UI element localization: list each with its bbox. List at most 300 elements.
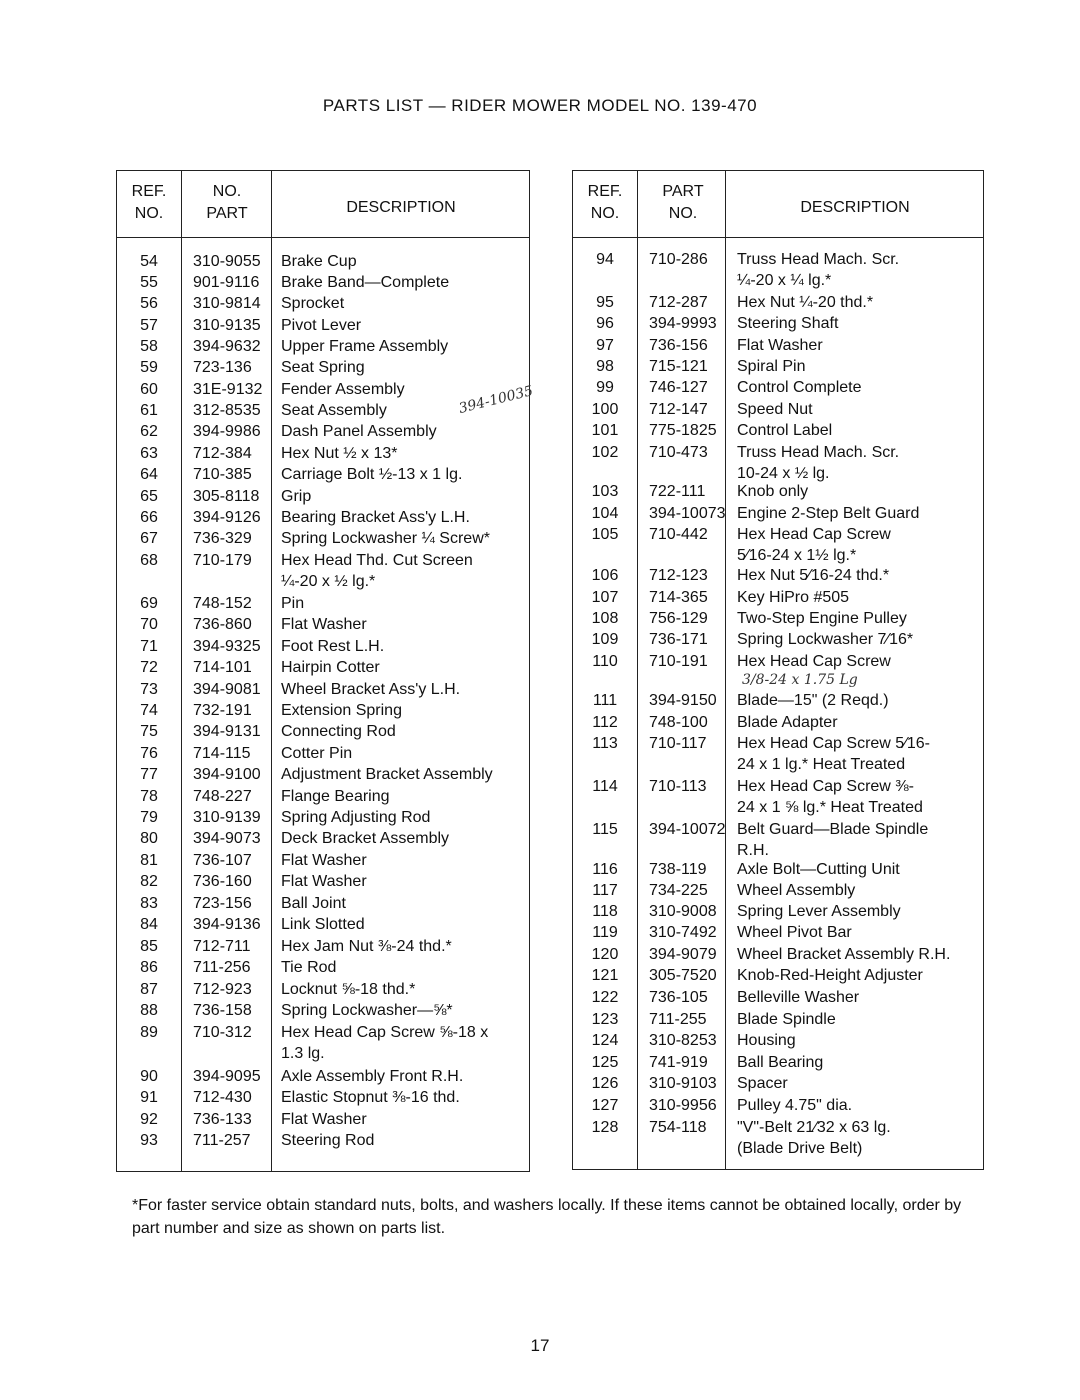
description-line: Seat Assembly — [281, 402, 387, 419]
part-number: 712-711 — [193, 938, 251, 955]
description-line: (Blade Drive Belt) — [737, 1140, 863, 1157]
part-number: 775-1825 — [649, 422, 717, 439]
description — [281, 336, 448, 357]
description-line: Blade Adapter — [737, 714, 838, 731]
description-line: Brake Band—Complete — [281, 274, 450, 291]
description — [281, 507, 470, 528]
description-line: "V"-Belt 21⁄32 x 63 lg. — [737, 1119, 891, 1136]
ref-number: 128 — [591, 1119, 619, 1136]
ref-number: 102 — [591, 444, 619, 461]
description — [281, 786, 390, 807]
description-line: Brake Cup — [281, 253, 357, 270]
ref-number: 88 — [140, 1002, 158, 1019]
header-part — [639, 181, 727, 225]
ref-number: 101 — [591, 422, 619, 439]
description — [281, 550, 473, 592]
ref-number: 100 — [591, 401, 619, 418]
description-line: Hex Head Cap Screw — [737, 526, 891, 543]
ref-number: 115 — [592, 821, 618, 838]
description-line: Elastic Stopnut ⅜-16 thd. — [281, 1089, 460, 1106]
ref-number: 107 — [591, 589, 619, 606]
description — [737, 1030, 796, 1051]
part-number: 714-365 — [649, 589, 708, 606]
description-line: 5⁄16-24 x 1½ lg.* — [737, 547, 857, 564]
description — [281, 657, 380, 678]
ref-number: 93 — [140, 1132, 158, 1149]
description-line: Knob only — [737, 483, 809, 500]
description — [737, 587, 849, 608]
description-line: Spacer — [737, 1075, 788, 1092]
description-line: Spring Lever Assembly — [737, 903, 901, 920]
description — [737, 880, 855, 901]
part-number: 394-9081 — [193, 681, 261, 698]
part-number: 715-121 — [649, 358, 708, 375]
part-number: 310-9008 — [649, 903, 717, 920]
description — [281, 893, 346, 914]
ref-number: 73 — [140, 681, 158, 698]
description-line: Hex Nut ¼-20 thd.* — [737, 294, 874, 311]
part-number: 310-9139 — [193, 809, 261, 826]
description — [281, 914, 365, 935]
page-title: PARTS LIST — RIDER MOWER MODEL NO. 139-470 — [322, 96, 758, 115]
description-line: Two-Step Engine Pulley — [737, 610, 907, 627]
description — [281, 807, 430, 828]
description — [737, 481, 808, 502]
header-ref-line1: REF. — [587, 183, 623, 200]
description — [737, 1095, 852, 1116]
ref-number: 67 — [140, 530, 158, 547]
ref-number: 89 — [140, 1024, 158, 1041]
description-line: Link Slotted — [281, 916, 365, 933]
ref-number: 60 — [140, 381, 158, 398]
part-number: 712-287 — [649, 294, 708, 311]
description-line: Fender Assembly — [281, 381, 405, 398]
description-line: Knob-Red-Height Adjuster — [737, 967, 923, 984]
ref-number: 86 — [140, 959, 158, 976]
description — [737, 922, 852, 943]
description — [281, 1130, 374, 1151]
ref-number: 75 — [140, 723, 158, 740]
part-number: 736-158 — [193, 1002, 252, 1019]
part-number: 710-312 — [193, 1024, 252, 1041]
part-number: 748-152 — [193, 595, 252, 612]
ref-number: 91 — [140, 1089, 158, 1106]
description-line: Flange Bearing — [281, 788, 390, 805]
description-line: Dash Panel Assembly — [281, 423, 437, 440]
ref-number: 113 — [592, 735, 618, 752]
header-ref — [573, 181, 637, 225]
description — [737, 608, 907, 629]
part-number: 394-9100 — [193, 766, 261, 783]
part-number: 736-171 — [649, 631, 708, 648]
description-line: Truss Head Mach. Scr. — [737, 444, 900, 461]
description-line: Axle Assembly Front R.H. — [281, 1068, 464, 1085]
part-number: 732-191 — [193, 702, 252, 719]
ref-number: 104 — [591, 505, 619, 522]
part-number: 710-473 — [649, 444, 708, 461]
description — [737, 442, 899, 484]
description-line: Flat Washer — [281, 852, 367, 869]
part-number: 394-9325 — [193, 638, 261, 655]
header-part-line2: PART — [206, 205, 248, 222]
ref-number: 124 — [591, 1032, 619, 1049]
part-number: 394-10072 — [649, 821, 726, 838]
ref-number: 90 — [140, 1068, 158, 1085]
ref-number: 119 — [592, 924, 618, 941]
header-part — [183, 181, 271, 225]
description-line: Axle Bolt—Cutting Unit — [737, 861, 900, 878]
description-line: 24 x 1 ⅝ lg.* Heat Treated — [737, 799, 923, 816]
description — [737, 420, 832, 441]
description-line: Belleville Washer — [737, 989, 860, 1006]
ref-number: 108 — [591, 610, 619, 627]
description — [281, 593, 304, 614]
ref-number: 126 — [591, 1075, 619, 1092]
part-number: 712-147 — [649, 401, 708, 418]
description-line: 10-24 x ½ lg. — [737, 465, 830, 482]
description — [281, 486, 311, 507]
description-line: Cotter Pin — [281, 745, 353, 762]
description — [281, 357, 365, 378]
ref-number: 82 — [140, 873, 158, 890]
part-number: 738-119 — [649, 861, 707, 878]
description-line: Hex Nut ½ x 13* — [281, 445, 398, 462]
header-part-line2: NO. — [668, 205, 698, 222]
ref-number: 62 — [140, 423, 158, 440]
description-line: Seat Spring — [281, 359, 365, 376]
description — [281, 272, 449, 293]
handwritten-note: 3/8-24 x 1.75 Lg — [742, 672, 858, 688]
ref-number: 94 — [596, 251, 614, 268]
description — [281, 315, 361, 336]
ref-number: 123 — [591, 1011, 619, 1028]
ref-number: 121 — [591, 967, 619, 984]
ref-number: 79 — [140, 809, 158, 826]
ref-number: 71 — [140, 638, 158, 655]
part-number: 736-160 — [193, 873, 252, 890]
description — [281, 1066, 463, 1087]
part-number: 394-9095 — [193, 1068, 261, 1085]
part-number: 394-9079 — [649, 946, 717, 963]
description — [737, 733, 930, 775]
description — [281, 1109, 367, 1130]
ref-number: 112 — [592, 714, 618, 731]
ref-number: 68 — [140, 552, 158, 569]
description-line: Steering Shaft — [737, 315, 839, 332]
part-number: 714-115 — [193, 745, 251, 762]
ref-number: 55 — [140, 274, 158, 291]
ref-number: 83 — [140, 895, 158, 912]
page-number: 17 — [530, 1336, 550, 1355]
ref-number: 111 — [592, 692, 618, 709]
table-header — [573, 171, 983, 238]
part-number: 754-118 — [649, 1119, 707, 1136]
ref-number: 63 — [140, 445, 158, 462]
part-number: 734-225 — [649, 882, 708, 899]
ref-number: 72 — [140, 659, 158, 676]
part-number: 394-10073 — [649, 505, 726, 522]
description — [281, 979, 415, 1000]
description — [281, 1000, 453, 1021]
description-line: Spring Lockwasher 7⁄16* — [737, 631, 914, 648]
description-line: Pivot Lever — [281, 317, 362, 334]
part-number: 710-191 — [649, 653, 708, 670]
ref-number: 92 — [140, 1111, 158, 1128]
description-line: ¼-20 x ½ lg.* — [281, 573, 376, 590]
description — [281, 614, 367, 635]
description-line: Hex Head Cap Screw ⅜- — [737, 778, 914, 795]
ref-number: 114 — [592, 778, 618, 795]
part-number: 723-156 — [193, 895, 252, 912]
description-line: Control Complete — [737, 379, 862, 396]
description — [737, 1117, 891, 1159]
ref-number: 84 — [140, 916, 158, 933]
handwritten-note: 394-10035 — [457, 383, 535, 417]
part-number: 710-385 — [193, 466, 252, 483]
part-number: 711-256 — [193, 959, 251, 976]
description — [737, 313, 838, 334]
description-line: Flat Washer — [281, 873, 367, 890]
ref-number: 87 — [140, 981, 158, 998]
ref-number: 96 — [596, 315, 614, 332]
description — [281, 379, 405, 400]
ref-number: 103 — [591, 483, 619, 500]
description — [281, 850, 367, 871]
description — [281, 528, 490, 549]
description — [737, 776, 923, 818]
description-line: Bearing Bracket Ass'y L.H. — [281, 509, 470, 526]
header-ref-line2: NO. — [134, 205, 164, 222]
description-line: Pulley 4.75" dia. — [737, 1097, 853, 1114]
description-line: Hex Nut 5⁄16-24 thd.* — [737, 567, 890, 584]
part-number: 394-9131 — [193, 723, 261, 740]
ref-number: 85 — [140, 938, 158, 955]
ref-number: 74 — [140, 702, 158, 719]
description-line: Locknut ⅝-18 thd.* — [281, 981, 416, 998]
description — [737, 1009, 836, 1030]
description-line: Hex Jam Nut ⅜-24 thd.* — [281, 938, 452, 955]
part-number: 736-133 — [193, 1111, 252, 1128]
part-number: 305-8118 — [193, 488, 260, 505]
description — [281, 1022, 488, 1064]
description — [737, 249, 899, 291]
ref-number: 66 — [140, 509, 158, 526]
description-line: Wheel Pivot Bar — [737, 924, 852, 941]
part-number: 394-9073 — [193, 830, 261, 847]
part-number: 305-7520 — [649, 967, 717, 984]
part-number: 310-9135 — [193, 317, 261, 334]
description — [281, 743, 352, 764]
part-number: 736-156 — [649, 337, 708, 354]
description-line: Control Label — [737, 422, 833, 439]
description-line: Truss Head Mach. Scr. — [737, 251, 900, 268]
description-line: Carriage Bolt ½-13 x 1 lg. — [281, 466, 463, 483]
part-number: 736-107 — [193, 852, 252, 869]
ref-number: 110 — [592, 653, 618, 670]
description — [737, 944, 950, 965]
description — [737, 356, 805, 377]
description — [737, 987, 859, 1008]
description — [281, 828, 449, 849]
description-line: Hairpin Cotter — [281, 659, 380, 676]
ref-number: 80 — [140, 830, 158, 847]
description-line: 24 x 1 lg.* Heat Treated — [737, 756, 906, 773]
description — [737, 819, 928, 861]
ref-number: 116 — [592, 861, 618, 878]
description-line: Deck Bracket Assembly — [281, 830, 450, 847]
description — [281, 1087, 460, 1108]
part-number: 712-384 — [193, 445, 252, 462]
ref-number: 77 — [140, 766, 158, 783]
ref-number: 54 — [140, 253, 158, 270]
ref-number: 109 — [591, 631, 619, 648]
part-number: 712-123 — [649, 567, 708, 584]
ref-number: 65 — [140, 488, 158, 505]
part-number: 748-227 — [193, 788, 252, 805]
ref-number: 127 — [591, 1097, 619, 1114]
part-number: 310-9103 — [649, 1075, 717, 1092]
ref-number: 122 — [591, 989, 619, 1006]
description — [737, 503, 919, 524]
description — [281, 443, 398, 464]
description-line: Speed Nut — [737, 401, 813, 418]
part-number: 310-9055 — [193, 253, 261, 270]
description-line: Wheel Bracket Assembly R.H. — [737, 946, 951, 963]
part-number: 741-919 — [649, 1054, 708, 1071]
description-line: Blade Spindle — [737, 1011, 836, 1028]
description-line: Wheel Assembly — [737, 882, 856, 899]
ref-number: 118 — [592, 903, 618, 920]
description-line: R.H. — [737, 842, 769, 859]
parts-table-left — [116, 170, 530, 1172]
ref-number: 61 — [140, 402, 158, 419]
description-line: Sprocket — [281, 295, 345, 312]
description — [281, 700, 402, 721]
part-number: 712-430 — [193, 1089, 252, 1106]
description — [737, 565, 889, 586]
description — [737, 859, 900, 880]
description — [737, 1052, 823, 1073]
part-number: 746-127 — [649, 379, 708, 396]
description-line: Grip — [281, 488, 312, 505]
part-number: 711-255 — [649, 1011, 707, 1028]
description — [281, 636, 384, 657]
description-line: Housing — [737, 1032, 796, 1049]
description — [281, 293, 344, 314]
description — [737, 651, 891, 672]
part-number: 712-923 — [193, 981, 252, 998]
table-header — [117, 171, 529, 238]
ref-number: 59 — [140, 359, 158, 376]
description-line: Spring Lockwasher ¼ Screw* — [281, 530, 490, 547]
description — [737, 712, 838, 733]
description-line: Hex Head Cap Screw — [737, 653, 891, 670]
description-line: Spiral Pin — [737, 358, 806, 375]
part-number: 736-329 — [193, 530, 252, 547]
description-line: Hex Head Cap Screw 5⁄16- — [737, 735, 930, 752]
description-line: Ball Bearing — [737, 1054, 824, 1071]
description — [737, 399, 813, 420]
description — [737, 901, 901, 922]
ref-number: 120 — [591, 946, 619, 963]
ref-number: 81 — [140, 852, 158, 869]
description-line: Belt Guard—Blade Spindle — [737, 821, 929, 838]
part-number: 394-9993 — [649, 315, 717, 332]
part-number: 722-111 — [649, 483, 706, 500]
description — [281, 421, 437, 442]
description-line: Foot Rest L.H. — [281, 638, 385, 655]
header-part-line1: NO. — [212, 183, 242, 200]
part-number: 711-257 — [193, 1132, 251, 1149]
ref-number: 95 — [596, 294, 614, 311]
header-ref — [117, 181, 181, 225]
ref-number: 64 — [140, 466, 158, 483]
part-number: 710-286 — [649, 251, 708, 268]
part-number: 394-9150 — [649, 692, 717, 709]
description — [281, 764, 493, 785]
ref-number: 98 — [596, 358, 614, 375]
ref-number: 58 — [140, 338, 158, 355]
header-description: DESCRIPTION — [800, 199, 910, 216]
column-divider — [637, 171, 638, 1169]
description — [737, 965, 923, 986]
part-number: 736-860 — [193, 616, 252, 633]
column-divider — [181, 171, 182, 1171]
ref-number: 76 — [140, 745, 158, 762]
description-line: Key HiPro #505 — [737, 589, 850, 606]
part-number: 394-9136 — [193, 916, 261, 933]
part-number: 394-9986 — [193, 423, 261, 440]
description-line: 1.3 lg. — [281, 1045, 325, 1062]
description — [281, 251, 357, 272]
parts-table-right — [572, 170, 984, 1170]
part-number: 710-179 — [193, 552, 252, 569]
footnote: *For faster service obtain standard nuts, bolts, and washers locally. If these items cannot be obtained locally, order by part number and size as shown on parts list. — [132, 1197, 962, 1237]
header-part-line1: PART — [662, 183, 704, 200]
part-number: 901-9116 — [193, 274, 260, 291]
part-number: 736-105 — [649, 989, 708, 1006]
part-number: 310-8253 — [649, 1032, 717, 1049]
ref-number: 105 — [591, 526, 619, 543]
part-number: 394-9632 — [193, 338, 261, 355]
part-number: 312-8535 — [193, 402, 261, 419]
description-line: Engine 2-Step Belt Guard — [737, 505, 920, 522]
ref-number: 57 — [140, 317, 158, 334]
description-line: Steering Rod — [281, 1132, 375, 1149]
part-number: 714-101 — [193, 659, 252, 676]
description-line: Flat Washer — [281, 616, 367, 633]
description — [737, 292, 873, 313]
description-line: Blade—15" (2 Reqd.) — [737, 692, 889, 709]
description — [737, 335, 823, 356]
description — [281, 936, 452, 957]
description-line: Pin — [281, 595, 305, 612]
part-number: 756-129 — [649, 610, 708, 627]
column-divider — [725, 171, 726, 1169]
description — [281, 464, 462, 485]
ref-number: 56 — [140, 295, 158, 312]
part-number: 710-117 — [649, 735, 707, 752]
part-number: 310-9956 — [649, 1097, 717, 1114]
description — [281, 679, 460, 700]
part-number: 710-113 — [649, 778, 707, 795]
description — [281, 721, 396, 742]
ref-number: 99 — [596, 379, 614, 396]
ref-number: 106 — [591, 567, 619, 584]
description-line: Flat Washer — [281, 1111, 367, 1128]
part-number: 310-9814 — [193, 295, 261, 312]
description — [281, 871, 367, 892]
